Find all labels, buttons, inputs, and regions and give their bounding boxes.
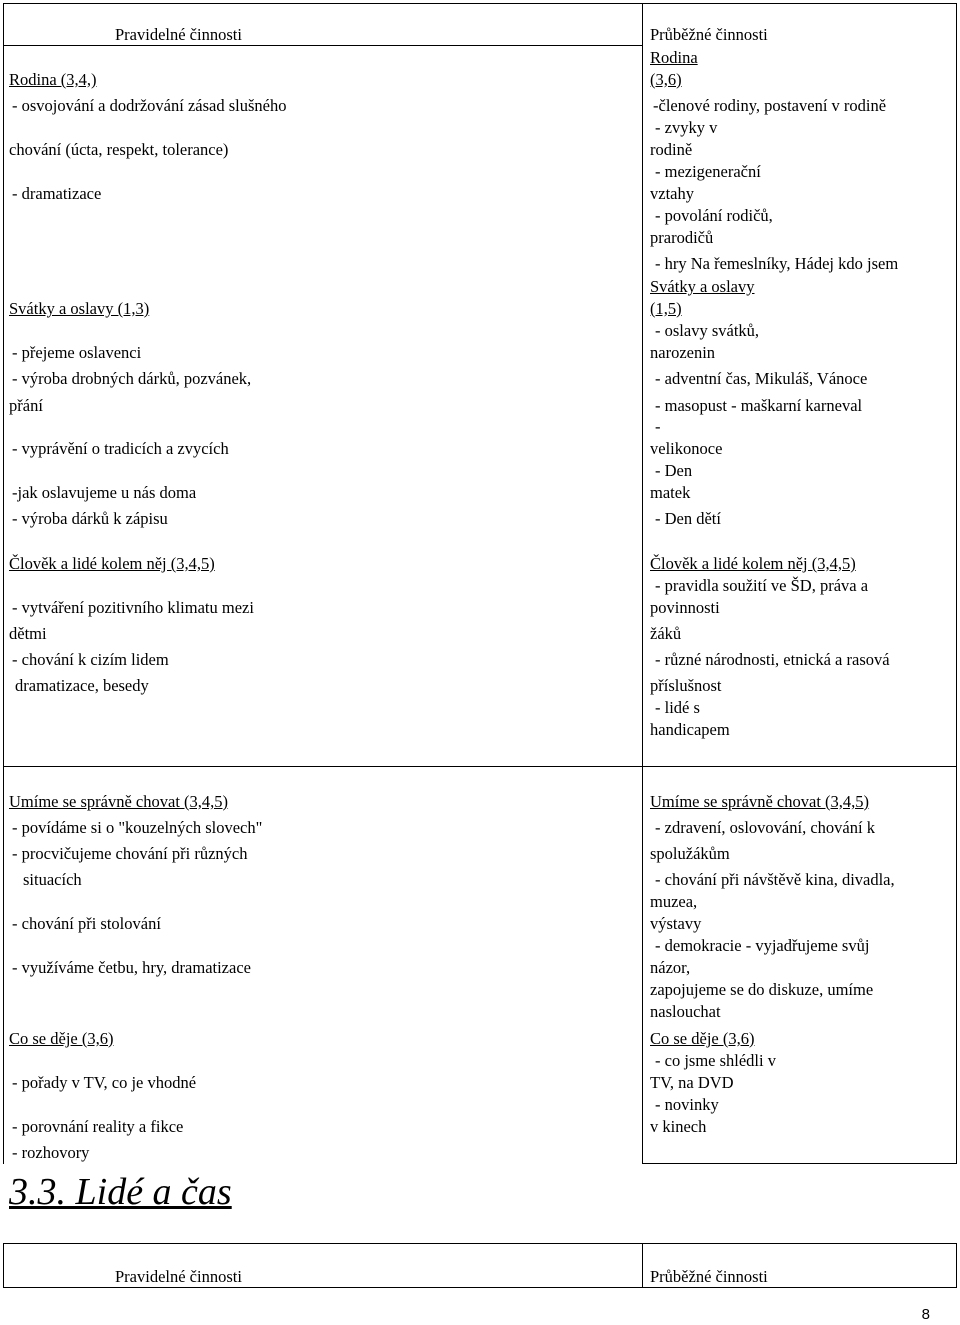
text-line: dětmi bbox=[9, 624, 47, 643]
text-line: - osvojování a dodržování zásad slušného bbox=[12, 96, 287, 115]
text-line: -jak oslavujeme u nás doma bbox=[12, 483, 197, 502]
text-line: handicapem bbox=[650, 720, 730, 739]
text-line: - povídáme si o "kouzelných slovech" bbox=[12, 818, 263, 837]
heading-svatky-right: Svátky a oslavy bbox=[650, 277, 755, 296]
table2-mid-border bbox=[642, 766, 643, 1164]
text-line: - lidé s bbox=[655, 698, 700, 717]
text-line: - procvičujeme chování při různých bbox=[12, 844, 248, 863]
text-line: - pravidla soužití ve ŠD, práva a bbox=[655, 576, 869, 595]
table3-right-border bbox=[956, 1243, 957, 1288]
heading-svatky-right-code: (1,5) bbox=[650, 299, 682, 318]
text-line: - zdravení, oslovování, chování k bbox=[655, 818, 875, 837]
table1-left-border bbox=[3, 3, 4, 767]
heading-rodina-right-code: (3,6) bbox=[650, 70, 682, 89]
section-title: 3.3. Lidé a čas bbox=[9, 1171, 232, 1213]
text-line: - povolání rodičů, bbox=[655, 206, 773, 225]
table2-left-border bbox=[3, 766, 4, 1164]
text-line: přání bbox=[9, 396, 43, 415]
heading-svatky: Svátky a oslavy (1,3) bbox=[9, 299, 150, 318]
text-line: dramatizace, besedy bbox=[15, 676, 149, 695]
text-line: muzea, bbox=[650, 892, 698, 911]
text-line: - masopust - maškarní karneval bbox=[655, 396, 863, 415]
text-line: - porovnání reality a fikce bbox=[12, 1117, 184, 1136]
heading-umime-right: Umíme se správně chovat (3,4,5) bbox=[650, 792, 870, 811]
text-line: vztahy bbox=[650, 184, 694, 203]
table3-mid-border bbox=[642, 1243, 643, 1288]
table1-right-border bbox=[956, 3, 957, 767]
text-line: velikonoce bbox=[650, 439, 723, 458]
table1-bottom-border bbox=[3, 766, 957, 767]
heading-co-se-deje-right: Co se děje (3,6) bbox=[650, 1029, 755, 1048]
table3-bottom-border bbox=[3, 1287, 957, 1288]
text-line: - chování k cizím lidem bbox=[12, 650, 169, 669]
table1-top-border bbox=[3, 3, 957, 4]
text-line: - chování při stolování bbox=[12, 914, 161, 933]
text-line: výstavy bbox=[650, 914, 702, 933]
text-line: příslušnost bbox=[650, 676, 722, 695]
text-line: - výroba drobných dárků, pozvánek, bbox=[12, 369, 252, 388]
text-line: naslouchat bbox=[650, 1002, 721, 1021]
text-line: - demokracie - vyjadřujeme svůj bbox=[655, 936, 870, 955]
text-line: - Den bbox=[655, 461, 693, 480]
table3-top-border bbox=[3, 1243, 957, 1244]
table3-left-header: Pravidelné činnosti bbox=[115, 1267, 242, 1286]
text-line: zapojujeme se do diskuze, umíme bbox=[650, 980, 874, 999]
heading-rodina-right: Rodina bbox=[650, 48, 698, 67]
text-line: - rozhovory bbox=[12, 1143, 90, 1162]
text-line: - co jsme shlédli v bbox=[655, 1051, 776, 1070]
table3-right-header: Průběžné činnosti bbox=[650, 1267, 768, 1286]
text-line: - využíváme četbu, hry, dramatizace bbox=[12, 958, 251, 977]
text-line: - bbox=[655, 417, 661, 436]
table2-bottom-border-right bbox=[642, 1163, 957, 1164]
text-line: - hry Na řemeslníky, Hádej kdo jsem bbox=[655, 254, 899, 273]
text-line: - mezigenerační bbox=[655, 162, 761, 181]
page-number: 8 bbox=[921, 1306, 930, 1323]
text-line: - výroba dárků k zápisu bbox=[12, 509, 168, 528]
text-line: - vyprávění o tradicích a zvycích bbox=[12, 439, 229, 458]
text-line: chování (úcta, respekt, tolerance) bbox=[9, 140, 229, 159]
text-line: - chování při návštěvě kina, divadla, bbox=[655, 870, 895, 889]
text-line: - různé národnosti, etnická a rasová bbox=[655, 650, 890, 669]
text-line: - vytváření pozitivního klimatu mezi bbox=[12, 598, 254, 617]
table3-left-border bbox=[3, 1243, 4, 1288]
text-line: situacích bbox=[23, 870, 82, 889]
heading-co-se-deje: Co se děje (3,6) bbox=[9, 1029, 114, 1048]
text-line: - novinky bbox=[655, 1095, 719, 1114]
text-line: matek bbox=[650, 483, 691, 502]
heading-clovek: Člověk a lidé kolem něj (3,4,5) bbox=[9, 554, 215, 573]
text-line: povinnosti bbox=[650, 598, 720, 617]
text-line: - oslavy svátků, bbox=[655, 321, 760, 340]
text-line: rodině bbox=[650, 140, 693, 159]
table2-right-border bbox=[956, 766, 957, 1164]
table1-right-header: Průběžné činnosti bbox=[650, 25, 768, 44]
text-line: žáků bbox=[650, 624, 682, 643]
text-line: - pořady v TV, co je vhodné bbox=[12, 1073, 197, 1092]
text-line: spolužákům bbox=[650, 844, 730, 863]
text-line: -členové rodiny, postavení v rodině bbox=[653, 96, 887, 115]
table1-mid-border bbox=[642, 3, 643, 767]
text-line: prarodičů bbox=[650, 228, 714, 247]
heading-rodina: Rodina (3,4,) bbox=[9, 70, 97, 89]
text-line: - zvyky v bbox=[655, 118, 718, 137]
text-line: - dramatizace bbox=[12, 184, 102, 203]
heading-umime: Umíme se správně chovat (3,4,5) bbox=[9, 792, 229, 811]
text-line: v kinech bbox=[650, 1117, 707, 1136]
text-line: narozenin bbox=[650, 343, 716, 362]
table1-left-header: Pravidelné činnosti bbox=[115, 25, 242, 44]
text-line: TV, na DVD bbox=[650, 1073, 734, 1092]
heading-clovek-right: Člověk a lidé kolem něj (3,4,5) bbox=[650, 554, 856, 573]
text-line: - adventní čas, Mikuláš, Vánoce bbox=[655, 369, 868, 388]
text-line: názor, bbox=[650, 958, 691, 977]
text-line: - Den dětí bbox=[655, 509, 721, 528]
text-line: - přejeme oslavenci bbox=[12, 343, 142, 362]
table1-header-divider bbox=[3, 45, 643, 46]
